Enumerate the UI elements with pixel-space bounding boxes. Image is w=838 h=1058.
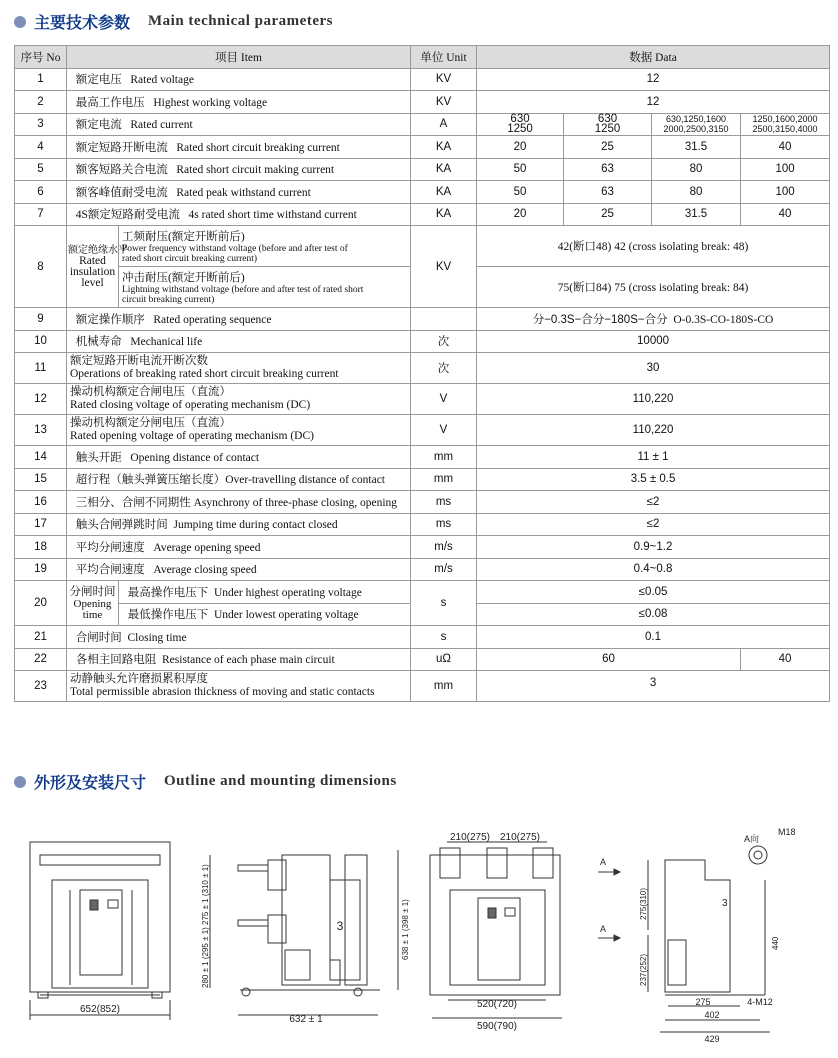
dim-side-height2: 280 ± 1 (295 ± 1) xyxy=(201,927,210,988)
row-no: 18 xyxy=(15,536,67,559)
row-item xyxy=(67,626,411,649)
item-en: Total permissible abrasion thickness of moving and static contacts xyxy=(70,686,375,698)
row-unit: ms xyxy=(411,491,477,514)
item-en: Average opening speed xyxy=(153,541,261,554)
item-en: Rated opening voltage of operating mechanism (DC) xyxy=(70,430,314,442)
item-cn: 三相分、合闸不同期性 xyxy=(75,496,191,509)
row-unit: uΩ xyxy=(411,648,477,671)
dim-top-width1: 520(720) xyxy=(476,999,518,1010)
row-unit: V xyxy=(411,415,477,446)
row-unit: KA xyxy=(411,158,477,181)
section-title-cn: 主要技术参数 xyxy=(34,13,131,32)
front-view-drawing xyxy=(30,842,170,1020)
outline-drawings xyxy=(0,820,838,1056)
row-unit: m/s xyxy=(411,558,477,581)
item-en: Rated operating sequence xyxy=(153,313,272,326)
table-row xyxy=(15,491,830,514)
row-subitem xyxy=(119,603,411,626)
row-no: 1 xyxy=(15,68,67,91)
table-header xyxy=(15,46,830,69)
item-cn: 各相主回路电阻 xyxy=(75,654,157,667)
item-en: circuit breaking current) xyxy=(122,295,215,305)
row-item xyxy=(67,558,411,581)
row-no: 6 xyxy=(15,181,67,204)
item-cn: 机械寿命 xyxy=(75,336,122,349)
table-row xyxy=(15,468,830,491)
item-cn: 动静触头允许磨损累积厚度 xyxy=(70,673,208,685)
row-data-cell: 40 xyxy=(741,136,830,159)
row-item xyxy=(67,158,411,181)
row-data: 0.9~1.2 xyxy=(477,536,830,559)
row-item xyxy=(67,203,411,226)
table-row xyxy=(15,513,830,536)
row-item xyxy=(67,671,411,702)
row-unit: 次 xyxy=(411,330,477,353)
row-data: 0.1 xyxy=(477,626,830,649)
row-data-cell: 25 xyxy=(564,136,652,159)
row-unit: m/s xyxy=(411,536,477,559)
item-cn: 工频耐压(额定开断前后) xyxy=(122,231,245,243)
row-data-cell xyxy=(652,113,741,136)
group-en: level xyxy=(81,276,104,289)
table-row xyxy=(15,158,830,181)
row-item xyxy=(67,330,411,353)
table-row xyxy=(15,446,830,469)
item-en: Mechanical life xyxy=(130,336,203,349)
item-cn: 合闸时间 xyxy=(75,631,122,644)
table-row xyxy=(15,181,830,204)
row-item xyxy=(67,536,411,559)
data-cn: 分−0.3S−合分−180S−合分 xyxy=(532,313,668,326)
item-en: Lightning withstand voltage (before and after test of rated short xyxy=(122,285,364,295)
view-a-label: A xyxy=(600,857,607,867)
table-row xyxy=(15,330,830,353)
item-cn: 超行程（触头弹簧压缩长度） xyxy=(75,474,226,487)
table-row xyxy=(15,113,830,136)
row-no: 8 xyxy=(15,226,67,308)
dim-right-width3: 429 xyxy=(704,1034,720,1044)
current-value: 630 xyxy=(597,113,618,126)
table-row xyxy=(15,353,830,384)
row-item xyxy=(67,353,411,384)
current-value: 1250,1600,2000 xyxy=(752,114,818,125)
row-no: 12 xyxy=(15,384,67,415)
item-cn: 冲击耐压(额定开断前后) xyxy=(122,272,245,284)
table-row xyxy=(15,648,830,671)
row-item xyxy=(67,415,411,446)
item-en: Over-travelling distance of contact xyxy=(225,474,385,487)
table-row xyxy=(15,226,830,267)
table-row xyxy=(15,581,830,604)
row-no: 10 xyxy=(15,330,67,353)
data-en: 42 (cross isolating break: 48) xyxy=(614,241,749,253)
dim-side-height1: 275 ± 1 (310 ± 1) xyxy=(201,864,210,925)
section-title-outline xyxy=(14,770,397,793)
group-en: insulation xyxy=(69,265,116,278)
row-no: 2 xyxy=(15,91,67,114)
row-no: 11 xyxy=(15,353,67,384)
item-cn: 额定电流 xyxy=(75,119,122,132)
row-no: 19 xyxy=(15,558,67,581)
item-cn: 最低操作电压下 xyxy=(127,609,209,622)
item-cn: 触头合闸弹跳时间 xyxy=(75,519,168,532)
row-no: 7 xyxy=(15,203,67,226)
dim-side-height3: 638 ± 1 (398 ± 1) xyxy=(401,899,410,960)
row-item xyxy=(67,136,411,159)
data-en: 75 (cross isolating break: 84) xyxy=(614,282,749,294)
item-en: Rated peak withstand current xyxy=(176,186,311,199)
data-cn: 75(断口84) xyxy=(557,282,612,294)
row-data-cell: 63 xyxy=(564,181,652,204)
row-data xyxy=(477,226,830,267)
row-data: 110,220 xyxy=(477,415,830,446)
item-cn: 额定电压 xyxy=(75,74,122,87)
header-item: 项目 Item xyxy=(67,46,411,69)
pole-view-drawing xyxy=(430,832,562,1032)
group-cn: 额定绝缘水平 xyxy=(68,244,128,256)
item-en: Asynchrony of three-phase closing, opening xyxy=(193,496,398,509)
item-en: Operations of breaking rated short circuit breaking current xyxy=(70,368,339,380)
row-data-cell xyxy=(477,113,564,136)
data-en: O-0.3S-CO-180S-CO xyxy=(673,313,774,326)
row-unit: KV xyxy=(411,68,477,91)
row-data-cell: 50 xyxy=(477,181,564,204)
dim-right-height2: 237(252) xyxy=(639,953,648,986)
dim-top-pitch1: 210(275) xyxy=(449,832,491,843)
dim-m18: M18 xyxy=(778,827,796,837)
row-group-label xyxy=(67,226,128,308)
item-cn: 操动机构额定分闸电压（直流） xyxy=(70,417,231,429)
item-en: Under lowest operating voltage xyxy=(214,609,359,622)
dim-top-width2: 590(790) xyxy=(476,1021,518,1032)
row-group-label xyxy=(67,581,119,626)
item-en: Under highest operating voltage xyxy=(214,586,362,599)
bullet-icon xyxy=(14,776,26,788)
row-no: 13 xyxy=(15,415,67,446)
group-en: time xyxy=(82,608,103,621)
row-item xyxy=(67,384,411,415)
side-view-drawing xyxy=(201,850,410,1025)
row-item xyxy=(67,446,411,469)
item-cn: 平均分闸速度 xyxy=(75,541,145,554)
mounting-view-drawing xyxy=(598,827,796,1044)
row-subitem xyxy=(119,581,411,604)
row-unit xyxy=(411,308,477,331)
row-no: 4 xyxy=(15,136,67,159)
row-data: 30 xyxy=(477,353,830,384)
section-title-en: Outline and mounting dimensions xyxy=(164,773,397,789)
dim-right-height1: 275(310) xyxy=(639,887,648,920)
table-row xyxy=(15,558,830,581)
row-no: 3 xyxy=(15,113,67,136)
group-cn: 分闸时间 xyxy=(69,585,116,598)
table-row xyxy=(15,308,830,331)
section-title-params xyxy=(14,10,333,33)
row-unit: s xyxy=(411,581,477,626)
row-data-cell: 20 xyxy=(477,203,564,226)
row-item xyxy=(67,513,411,536)
row-data-cell: 31.5 xyxy=(652,136,741,159)
row-no: 16 xyxy=(15,491,67,514)
row-data-cell xyxy=(564,113,652,136)
row-unit: 次 xyxy=(411,353,477,384)
row-data-cell: 100 xyxy=(741,158,830,181)
item-en: Rated closing voltage of operating mechanism (DC) xyxy=(70,399,311,411)
view-a-label: A xyxy=(600,924,607,934)
item-cn: 4S额定短路耐受电流 xyxy=(75,209,180,222)
row-unit: mm xyxy=(411,671,477,702)
row-no: 15 xyxy=(15,468,67,491)
bullet-icon xyxy=(14,16,26,28)
row-data-cell: 20 xyxy=(477,136,564,159)
item-cn: 额定短路开断电流开断次数 xyxy=(70,355,208,367)
item-cn: 最高操作电压下 xyxy=(127,586,209,599)
row-data-cell: 40 xyxy=(741,648,830,671)
section-title-en: Main technical parameters xyxy=(148,13,333,29)
dim-right-bolt: 4-M12 xyxy=(747,997,773,1007)
row-unit: ms xyxy=(411,513,477,536)
header-no: 序号 No xyxy=(15,46,67,69)
item-en: Rated current xyxy=(130,119,193,132)
row-data-cell: 25 xyxy=(564,203,652,226)
dim-right-width2: 402 xyxy=(704,1010,720,1020)
row-no: 9 xyxy=(15,308,67,331)
row-no: 20 xyxy=(15,581,67,626)
row-unit: mm xyxy=(411,468,477,491)
dim-right-label: 3 xyxy=(722,898,728,909)
item-cn: 额客短路关合电流 xyxy=(75,164,168,177)
row-data-cell: 63 xyxy=(564,158,652,181)
row-item xyxy=(67,113,411,136)
group-en: Rated xyxy=(79,254,106,267)
row-data-cell: 80 xyxy=(652,158,741,181)
item-en: 4s rated short time withstand current xyxy=(188,209,357,222)
row-no: 14 xyxy=(15,446,67,469)
dim-right-width1: 275 xyxy=(695,997,711,1007)
table-row xyxy=(15,203,830,226)
row-unit: V xyxy=(411,384,477,415)
data-cn: 42(断口48) xyxy=(557,241,612,253)
row-unit: mm xyxy=(411,446,477,469)
item-en: Resistance of each phase main circuit xyxy=(162,654,335,667)
row-item xyxy=(67,468,411,491)
item-cn: 触头开距 xyxy=(75,451,122,464)
row-unit: KV xyxy=(411,226,477,308)
item-cn: 额定短路开断电流 xyxy=(75,141,168,154)
current-value: 630 xyxy=(510,113,530,126)
header-unit: 单位 Unit xyxy=(411,46,477,69)
row-data: ≤0.08 xyxy=(477,603,830,626)
row-data: 12 xyxy=(477,91,830,114)
row-unit: KA xyxy=(411,203,477,226)
row-item xyxy=(67,91,411,114)
row-data: 11 ± 1 xyxy=(477,446,830,469)
section-title-cn: 外形及安装尺寸 xyxy=(34,773,147,792)
row-data: 110,220 xyxy=(477,384,830,415)
dim-top-pitch2: 210(275) xyxy=(499,832,541,843)
table-row xyxy=(15,536,830,559)
row-data: 12 xyxy=(477,68,830,91)
current-value: 1250 xyxy=(507,123,533,136)
row-data-cell: 80 xyxy=(652,181,741,204)
row-data: 0.4~0.8 xyxy=(477,558,830,581)
row-data: ≤0.05 xyxy=(477,581,830,604)
group-en: Opening xyxy=(73,597,112,610)
row-no: 5 xyxy=(15,158,67,181)
row-data-cell: 60 xyxy=(477,648,741,671)
row-data xyxy=(477,308,830,331)
table-row xyxy=(15,68,830,91)
current-value: 1250 xyxy=(594,123,621,136)
item-en: Highest working voltage xyxy=(153,96,268,109)
table-row xyxy=(15,626,830,649)
item-en: Average closing speed xyxy=(153,564,257,577)
row-no: 23 xyxy=(15,671,67,702)
current-value: 630,1250,1600 xyxy=(665,114,727,125)
row-unit: KA xyxy=(411,181,477,204)
current-value: 2000,2500,3150 xyxy=(663,124,729,135)
row-data: 10000 xyxy=(477,330,830,353)
header-data: 数据 Data xyxy=(477,46,830,69)
row-subitem xyxy=(119,226,411,267)
dim-side-width: 632 ± 1 xyxy=(289,1014,323,1025)
parameters-table xyxy=(14,45,830,702)
row-data-cell xyxy=(741,113,830,136)
row-unit: KV xyxy=(411,91,477,114)
current-value: 2500,3150,4000 xyxy=(752,124,818,135)
row-data xyxy=(477,267,830,308)
row-unit: A xyxy=(411,113,477,136)
row-item xyxy=(67,68,411,91)
row-no: 22 xyxy=(15,648,67,671)
item-en: Rated short circuit breaking current xyxy=(176,141,340,154)
row-item xyxy=(67,308,411,331)
item-cn: 平均合闸速度 xyxy=(75,564,145,577)
item-en: Opening distance of contact xyxy=(130,451,260,464)
item-en: Closing time xyxy=(127,631,187,644)
table-row xyxy=(15,671,830,702)
row-item xyxy=(67,181,411,204)
dim-side-label: 3 xyxy=(336,919,344,933)
item-en: Power frequency withstand voltage (before and after test of xyxy=(122,244,348,254)
table-row xyxy=(15,415,830,446)
row-data-cell: 31.5 xyxy=(652,203,741,226)
item-cn: 操动机构额定合闸电压（直流） xyxy=(70,386,231,398)
row-item xyxy=(67,491,411,514)
row-no: 21 xyxy=(15,626,67,649)
row-unit: KA xyxy=(411,136,477,159)
dim-a-dir: A向 xyxy=(744,834,760,844)
row-no: 17 xyxy=(15,513,67,536)
row-unit: s xyxy=(411,626,477,649)
item-en: Jumping time during contact closed xyxy=(173,519,338,532)
row-data-cell: 100 xyxy=(741,181,830,204)
item-en: Rated voltage xyxy=(130,74,194,87)
row-data: 3.5 ± 0.5 xyxy=(477,468,830,491)
row-data-cell: 40 xyxy=(741,203,830,226)
row-data-cell: 50 xyxy=(477,158,564,181)
dim-front-width: 652(852) xyxy=(79,1004,121,1015)
row-data: 3 xyxy=(477,671,830,702)
item-en: Rated short circuit making current xyxy=(176,164,335,177)
item-cn: 额定操作顺序 xyxy=(75,313,145,326)
dim-right-height3: 440 xyxy=(771,936,780,950)
row-data: ≤2 xyxy=(477,513,830,536)
row-data: ≤2 xyxy=(477,491,830,514)
table-row xyxy=(15,136,830,159)
item-en: rated short circuit breaking current) xyxy=(122,254,258,264)
row-subitem xyxy=(119,267,411,308)
item-cn: 额客峰值耐受电流 xyxy=(75,186,168,199)
table-row xyxy=(15,384,830,415)
item-cn: 最高工作电压 xyxy=(75,96,145,109)
table-row xyxy=(15,91,830,114)
row-item xyxy=(67,648,411,671)
